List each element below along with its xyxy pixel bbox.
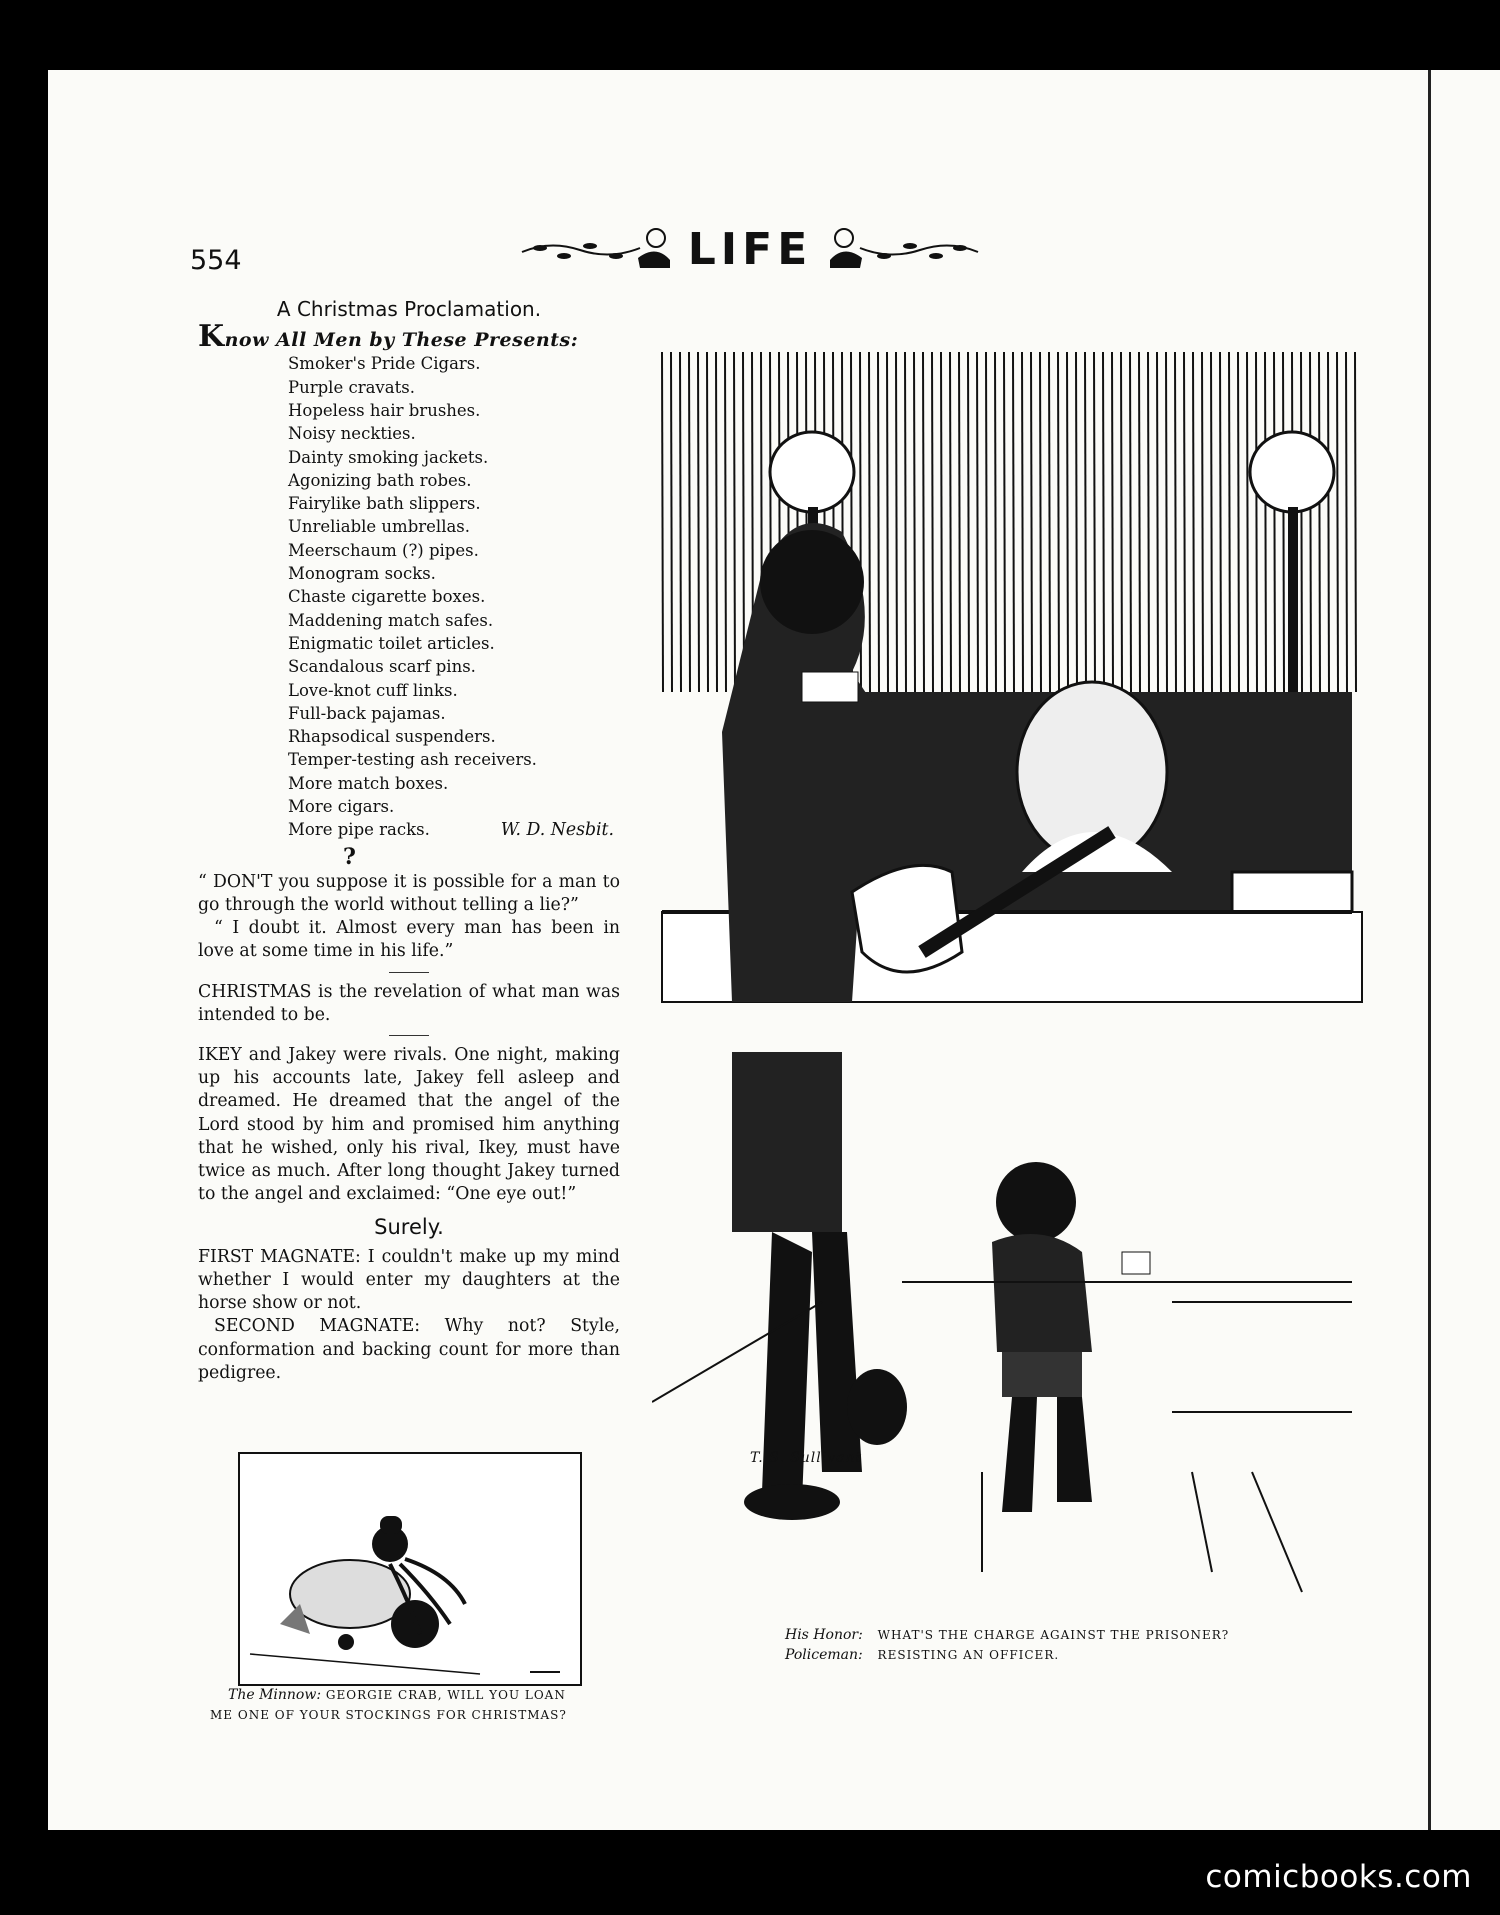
- wall-panel-line: [1337, 352, 1338, 692]
- wall-panel-line: [1148, 352, 1149, 692]
- wall-panel-line: [725, 352, 726, 692]
- masthead-title: LIFE: [687, 224, 813, 275]
- courtroom-figures: [652, 1052, 1364, 1622]
- proclamation-title: A Christmas Proclamation.: [276, 297, 542, 321]
- first-magnate-speaker: FIRST MAGNATE:: [198, 1246, 361, 1267]
- wall-panel-line: [1175, 352, 1176, 692]
- minnow-caption-speaker: The Minnow:: [228, 1687, 322, 1703]
- wall-panel-line: [662, 352, 663, 692]
- minnow-cartoon: [238, 1452, 582, 1686]
- wall-panel-line: [1040, 352, 1041, 692]
- gift-item: Full-back pajamas.: [288, 703, 446, 723]
- wall-panel-line: [914, 352, 915, 692]
- wall-panel-line: [1103, 352, 1104, 692]
- gift-item: More cigars.: [288, 797, 395, 817]
- wall-panel-line: [995, 352, 996, 692]
- wall-panel-line: [941, 352, 942, 692]
- gift-item: Maddening match safes.: [288, 610, 494, 630]
- wall-panel-line: [689, 352, 690, 692]
- masthead: [520, 222, 980, 278]
- wall-panel-line: [1211, 352, 1212, 692]
- wall-panel-line: [1301, 352, 1302, 692]
- lie-joke-answer: “ I doubt it. Almost every man has been in love at some time in his life.”: [198, 918, 620, 962]
- court-caption-speaker2: Policeman:: [785, 1647, 863, 1663]
- wall-panel-line: [1229, 352, 1230, 692]
- wall-panel-line: [1283, 352, 1284, 692]
- wall-panel-line: [1121, 352, 1122, 692]
- gift-item: Scandalous scarf pins.: [288, 657, 476, 677]
- wall-panel-line: [1184, 352, 1185, 692]
- wall-panel-line: [1157, 352, 1158, 692]
- gift-item: More match boxes.: [288, 773, 449, 793]
- wall-panel-line: [1022, 352, 1023, 692]
- gift-item: Noisy neckties.: [288, 424, 416, 444]
- court-caption: [785, 1625, 1345, 1665]
- wall-panel-line: [1202, 352, 1203, 692]
- wall-panel-line: [1274, 352, 1275, 692]
- gift-item: Meerschaum (?) pipes.: [288, 540, 479, 560]
- christmas-paragraph: CHRISTMAS is the revelation of what man was intended to be.: [198, 981, 620, 1025]
- first-magnate-line: [198, 1246, 620, 1316]
- lie-joke-question: “ DON'T you suppose it is possible for a man to go through the world without telling a lie?”: [198, 871, 620, 916]
- surely-title: Surely.: [374, 1215, 444, 1240]
- wall-panel-line: [716, 352, 717, 692]
- wall-panel-line: [1346, 352, 1347, 692]
- wall-panel-line: [707, 352, 708, 692]
- divider: [389, 972, 429, 973]
- second-magnate-text: Why not? Style, conformation and backing count for more than pedigree.: [198, 1316, 620, 1383]
- courtroom-illustration: [652, 352, 1364, 1052]
- wall-panel-line: [1112, 352, 1113, 692]
- gift-item: Love-knot cuff links.: [288, 680, 458, 700]
- second-magnate-line: [198, 1315, 620, 1385]
- page-number: 554: [190, 245, 242, 276]
- second-magnate-speaker: SECOND MAGNATE:: [214, 1316, 421, 1337]
- gift-item: Monogram socks.: [288, 564, 436, 584]
- gift-item: Unreliable umbrellas.: [288, 517, 471, 537]
- wall-panel-line: [932, 352, 933, 692]
- wall-panel-line: [1004, 352, 1005, 692]
- wall-panel-line: [878, 352, 879, 692]
- wall-panel-line: [1355, 352, 1356, 692]
- wall-panel-line: [1256, 352, 1257, 692]
- court-caption-speaker1: His Honor:: [785, 1627, 863, 1643]
- wall-panel-line: [968, 352, 969, 692]
- wall-panel-line: [1319, 352, 1320, 692]
- wall-panel-line: [1094, 352, 1095, 692]
- gift-item: More pipe racks.: [288, 820, 430, 840]
- gift-item: Smoker's Pride Cigars.: [288, 354, 481, 374]
- wall-panel-line: [1328, 352, 1329, 692]
- wall-panel-line: [1031, 352, 1032, 692]
- wall-panel-line: [959, 352, 960, 692]
- courtroom-floor: [652, 1052, 1364, 1622]
- gift-item: Rhapsodical suspenders.: [288, 727, 496, 747]
- artist-signature: T. S. Sullivant: [750, 1450, 863, 1466]
- gift-item: Purple cravats.: [288, 377, 415, 397]
- gift-item: Hopeless hair brushes.: [288, 401, 481, 420]
- wall-panel-line: [1013, 352, 1014, 692]
- wall-panel-line: [1049, 352, 1050, 692]
- wall-panel-line: [923, 352, 924, 692]
- wall-panel-line: [671, 352, 672, 692]
- divider: [389, 1035, 429, 1036]
- wall-panel-line: [1310, 352, 1311, 692]
- wall-panel-line: [1166, 352, 1167, 692]
- next-page-edge: [1428, 70, 1500, 1830]
- first-magnate-text: I couldn't make up my mind whether I would enter my daughters at the horse show or not.: [198, 1246, 620, 1314]
- wall-panel-line: [986, 352, 987, 692]
- wall-panel-line: [734, 352, 735, 692]
- wall-panel-line: [698, 352, 699, 692]
- proclamation-initial: K: [198, 319, 225, 355]
- wall-panel-line: [1130, 352, 1131, 692]
- proclamation-heading: [198, 319, 620, 355]
- wall-panel-line: [950, 352, 951, 692]
- minnow-caption-line1: GEORGIE CRAB, WILL YOU LOAN: [325, 1688, 566, 1702]
- wall-panel-line: [1220, 352, 1221, 692]
- gift-list: [288, 352, 620, 841]
- crab-and-fish-illustration: [240, 1454, 580, 1684]
- wall-panel-line: [1085, 352, 1086, 692]
- gift-item: Temper-testing ash receivers.: [288, 750, 537, 770]
- site-watermark: comicbooks.com: [1205, 1859, 1472, 1895]
- wall-panel-line: [1139, 352, 1140, 692]
- wall-panel-line: [905, 352, 906, 692]
- wall-panel-line: [1265, 352, 1266, 692]
- gift-item: Dainty smoking jackets.: [288, 447, 489, 467]
- gift-item: Fairylike bath slippers.: [288, 494, 481, 514]
- gift-item: Agonizing bath robes.: [288, 470, 472, 490]
- poem-signature: W. D. Nesbit.: [500, 819, 614, 840]
- wall-panel-line: [896, 352, 897, 692]
- wall-panel-line: [1058, 352, 1059, 692]
- proclamation-heading-text: now All Men by These Presents:: [224, 329, 579, 352]
- court-caption-line2: RESISTING AN OFFICER.: [877, 1648, 1060, 1662]
- minnow-caption-line2: ME ONE OF YOUR STOCKINGS FOR CHRISTMAS?: [210, 1708, 567, 1722]
- wall-panel-line: [1076, 352, 1077, 692]
- wall-panel-line: [977, 352, 978, 692]
- text-column: [198, 298, 620, 1385]
- court-caption-line1: WHAT'S THE CHARGE AGAINST THE PRISONER?: [877, 1628, 1230, 1642]
- wall-panel-line: [1193, 352, 1194, 692]
- wall-panel-line: [680, 352, 681, 692]
- gift-item: Chaste cigarette boxes.: [288, 587, 486, 607]
- ikey-jakey-paragraph: IKEY and Jakey were rivals. One night, making up his accounts late, Jakey fell asleep and dreamed. He dreamed that the angel of the Lord stood by him and promised him anything that he wished, only his rival, Ikey, must have twice as much. After long thought Jakey turned to the angel and exclaimed: “One eye out!”: [198, 1045, 620, 1205]
- wall-panel-line: [1238, 352, 1239, 692]
- question-mark: ?: [342, 843, 356, 870]
- gift-item: Enigmatic toilet articles.: [288, 633, 495, 653]
- wall-panel-line: [743, 352, 744, 692]
- courtroom-cartoon: [652, 352, 1364, 1052]
- wall-panel-line: [1067, 352, 1068, 692]
- wall-panel-line: [1247, 352, 1248, 692]
- wall-panel-line: [869, 352, 870, 692]
- wall-panel-line: [887, 352, 888, 692]
- minnow-caption: [210, 1685, 608, 1725]
